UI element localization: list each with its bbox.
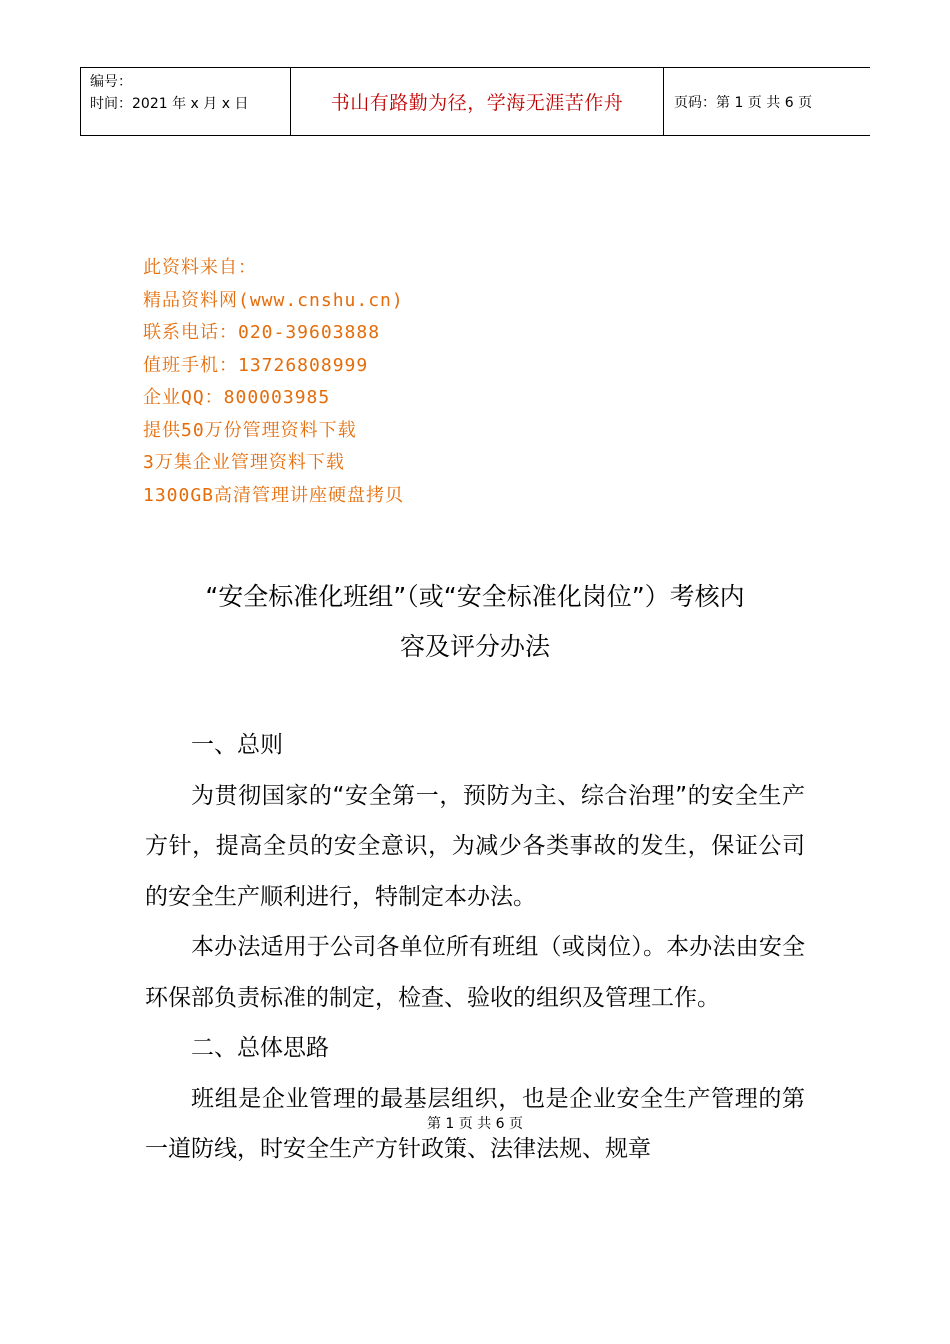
section-heading-overall-approach: 二、总体思路 [191, 1035, 329, 1061]
document-title [140, 572, 810, 672]
page-footer: 第 1 页 共 6 页 [426, 1116, 524, 1132]
source-line: 3万集企业管理资料下载 [143, 452, 345, 473]
source-line: 精品资料网(www.cnshu.cn) [143, 289, 404, 311]
source-line: 1300GB高清管理讲座硬盘拷贝 [143, 484, 405, 506]
document-title-line-1: “安全标准化班组”（或“安全标准化岗位”）考核内 [205, 582, 745, 611]
source-line: 提供50万份管理资料下载 [143, 419, 357, 441]
source-line: 值班手机：13726808999 [143, 354, 369, 376]
document-title-line-2: 容及评分办法 [399, 632, 550, 661]
paragraph-team-role: 班组是企业管理的最基层组织，也是企业安全生产管理的第一道防线，时安全生产方针政策、法律法规、规章 [145, 1085, 805, 1162]
source-line: 此资料来自： [143, 257, 257, 278]
paragraph-scope: 本办法适用于公司各单位所有班组（或岗位）。本办法由安全环保部负责标准的制定，检查、验收的组织及管理工作。 [145, 934, 805, 1011]
paragraph-purpose: 为贯彻国家的“安全第一，预防为主、综合治理”的安全生产方针，提高全员的安全意识，为减少各类事故的发生，保证公司的安全生产顺利进行，特制定本办法。 [145, 782, 805, 910]
header-motto: 书山有路勤为径，学海无涯苦作舟 [291, 68, 664, 136]
source-info-block [143, 252, 404, 512]
source-line: 企业QQ：800003985 [143, 387, 331, 408]
document-number-label: 编号： [90, 74, 132, 90]
header-table [80, 67, 870, 136]
section-heading-general: 一、总则 [191, 732, 283, 758]
header-meta-cell [81, 68, 291, 136]
document-body [145, 720, 805, 1175]
header-page-label: 页码：第 1 页 共 6 页 [664, 68, 871, 136]
source-line: 联系电话：020-39603888 [143, 322, 381, 343]
document-time-label: 时间：2021 年 x 月 x 日 [90, 96, 249, 112]
